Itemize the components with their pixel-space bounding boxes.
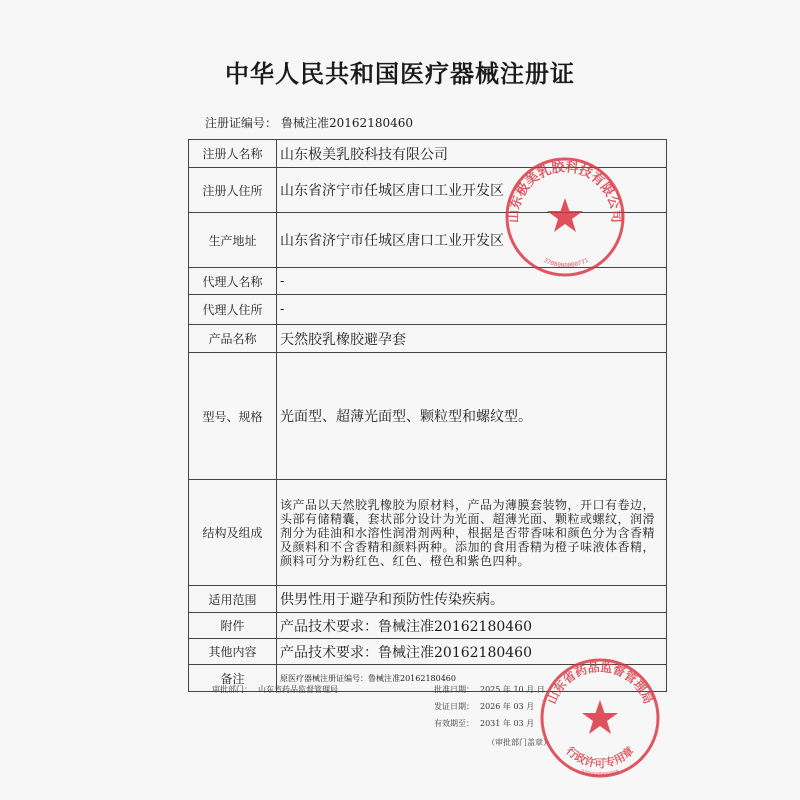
registration-number-label: 注册证编号： xyxy=(205,116,278,130)
row-model-spec xyxy=(189,353,667,480)
attachment-label: 附件 xyxy=(189,613,277,639)
valid-until-line xyxy=(434,718,534,729)
registrant-name-value: 山东极美乳胶科技有限公司 xyxy=(277,140,667,168)
company-seal-text: 山东极美乳胶科技有限公司 xyxy=(506,160,624,224)
government-seal-number: 3700000000000 xyxy=(580,768,620,779)
agent-address-label: 代理人住所 xyxy=(189,295,277,325)
valid-until-value: 2031 年 03 月 xyxy=(480,719,535,728)
svg-text:3708000000771 xyxy=(542,257,590,269)
issue-date-label: 发证日期： xyxy=(434,702,474,711)
registrant-name-label: 注册人名称 xyxy=(189,140,277,168)
svg-text:山东省药品监督管理局 xyxy=(545,659,656,706)
company-seal-stamp xyxy=(502,154,628,280)
model-spec-label: 型号、规格 xyxy=(189,353,277,480)
valid-until-label: 有效期至： xyxy=(434,719,474,728)
document-title: 中华人民共和国医疗器械注册证 xyxy=(225,60,575,88)
issue-date-line xyxy=(434,701,534,712)
agent-address-value: - xyxy=(277,295,667,325)
row-scope xyxy=(189,586,667,613)
government-seal-bottom-text: 行政许可专用章 xyxy=(563,744,637,770)
registrant-address-value: 山东省济宁市任城区唐口工业开发区 xyxy=(277,168,667,213)
approval-department-label: 审批部门： xyxy=(212,685,252,694)
company-seal-number: 3708000000771 xyxy=(542,256,590,270)
row-structure xyxy=(189,480,667,586)
other-value: 产品技术要求：鲁械注准20162180460 xyxy=(277,639,667,665)
production-address-value: 山东省济宁市任城区唐口工业开发区 xyxy=(277,213,667,268)
star-icon xyxy=(547,198,583,232)
product-name-label: 产品名称 xyxy=(189,325,277,353)
svg-text:3700000000000 xyxy=(580,769,620,778)
government-seal-text: 山东省药品监督管理局 xyxy=(544,660,656,707)
registration-number-line xyxy=(205,114,413,131)
structure-label: 结构及组成 xyxy=(189,480,277,586)
structure-value: 该产品以天然胶乳橡胶为原材料，产品为薄膜套装物，开口有卷边，头部有储精囊，套状部分设计为光面、超薄光面、颗粒或螺纹，润滑剂分为硅油和水溶性润滑剂两种，根据是否带香味和颜色分为含香精及颜料和不含香精和颜料两种。添加的食用香精为橙子味液体香精，颜料可分为粉红色、红色、橙色和紫色四种。 xyxy=(277,480,667,586)
registrant-address-label: 注册人住所 xyxy=(189,168,277,213)
approval-department-value: 山东省药品监督管理局 xyxy=(258,685,338,694)
model-spec-value: 光面型、超薄光面型、颗粒型和螺纹型。 xyxy=(277,353,667,480)
other-label: 其他内容 xyxy=(189,639,277,665)
row-agent-address xyxy=(189,295,667,325)
scope-label: 适用范围 xyxy=(189,586,277,613)
svg-text:行政许可专用章 xyxy=(564,744,637,770)
row-product-name xyxy=(189,325,667,353)
scope-value: 供男性用于避孕和预防性传染疾病。 xyxy=(277,586,667,613)
approval-date-label: 批准日期： xyxy=(434,685,474,694)
approval-date-value: 2025 年 10 月 日 xyxy=(480,685,545,694)
row-attachment xyxy=(189,613,667,639)
approval-department-line xyxy=(212,684,338,695)
attachment-value: 产品技术要求：鲁械注准20162180460 xyxy=(277,613,667,639)
star-icon xyxy=(582,700,618,734)
government-seal-stamp xyxy=(538,656,662,780)
production-address-label: 生产地址 xyxy=(189,213,277,268)
agent-name-label: 代理人名称 xyxy=(189,268,277,295)
issue-date-value: 2026 年 03 月 xyxy=(480,702,535,711)
registration-number-value: 鲁械注准20162180460 xyxy=(281,116,413,130)
remarks-value: 原医疗器械注册证编号：鲁械注准20162180460 xyxy=(277,665,667,692)
agent-name-value: - xyxy=(277,268,667,295)
remarks-label: 备注 xyxy=(189,665,277,692)
product-name-value: 天然胶乳橡胶避孕套 xyxy=(277,325,667,353)
seal-note: （审批部门盖章） xyxy=(487,738,551,747)
approval-date-line xyxy=(434,684,545,695)
